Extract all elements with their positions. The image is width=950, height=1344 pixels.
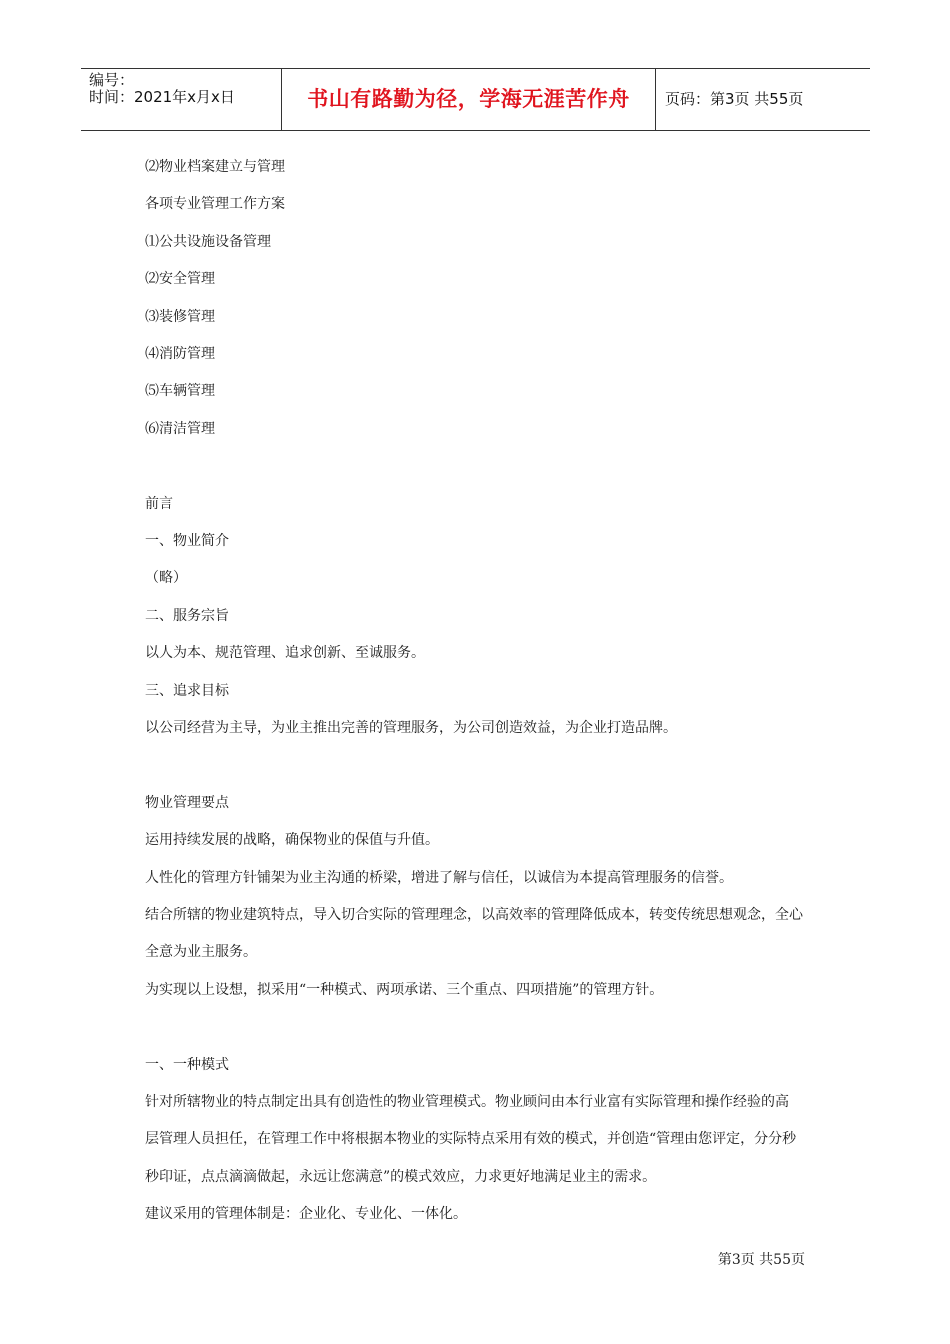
text-line: 建议采用的管理体制是：企业化、专业化、一体化。 [145,1206,467,1222]
page-header [81,68,870,131]
text-line: 层管理人员担任，在管理工作中将根据本物业的实际特点采用有效的模式，并创造“管理由您评定，分分秒 [145,1131,797,1147]
page-footer-number: 第3页 共55页 [717,1252,805,1268]
text-line: ⑷消防管理 [145,346,215,362]
header-meta-cell [81,69,281,130]
header-page-cell [655,69,870,130]
time-label: 时间：2021年x月x日 [89,88,235,106]
text-line: 各项专业管理工作方案 [145,196,285,212]
header-page-number: 页码：第3页 共55页 [665,90,804,108]
section-heading: 前言 [145,496,173,512]
section-heading: 物业管理要点 [145,795,229,811]
text-line: ⑹清洁管理 [145,421,215,437]
text-line: 运用持续发展的战略，确保物业的保值与升值。 [145,832,439,848]
text-line: 为实现以上设想，拟采用“一种模式、两项承诺、三个重点、四项措施”的管理方针。 [145,982,664,998]
motto-text: 书山有路勤为径，学海无涯苦作舟 [307,87,630,111]
text-line: 以公司经营为主导，为业主推出完善的管理服务，为公司创造效益，为企业打造品牌。 [145,720,677,736]
header-motto-cell [281,69,656,130]
text-line: 针对所辖物业的特点制定出具有创造性的物业管理模式。物业顾问由本行业富有实际管理和操作经验的高 [145,1094,789,1110]
section-heading: 三、追求目标 [145,683,229,699]
text-line: 以人为本、规范管理、追求创新、至诚服务。 [145,645,425,661]
text-line: ⑵安全管理 [145,271,215,287]
text-line: 人性化的管理方针铺架为业主沟通的桥梁，增进了解与信任，以诚信为本提高管理服务的信誉。 [145,870,733,886]
section-heading: 一、一种模式 [145,1057,229,1073]
section-heading: 二、服务宗旨 [145,608,229,624]
text-line: （略） [145,570,187,586]
serial-number-label: 编号： [89,71,135,89]
text-line: ⑸车辆管理 [145,383,215,399]
section-heading: 一、物业简介 [145,533,229,549]
text-line: ⑵物业档案建立与管理 [145,159,285,175]
text-line: 秒印证，点点滴滴做起，永远让您满意”的模式效应，力求更好地满足业主的需求。 [145,1169,657,1185]
text-line: 全意为业主服务。 [145,944,257,960]
text-line: ⑴公共设施设备管理 [145,234,271,250]
text-line: 结合所辖的物业建筑特点，导入切合实际的管理理念，以高效率的管理降低成本，转变传统思想观念，全心 [145,907,803,923]
text-line: ⑶装修管理 [145,309,215,325]
